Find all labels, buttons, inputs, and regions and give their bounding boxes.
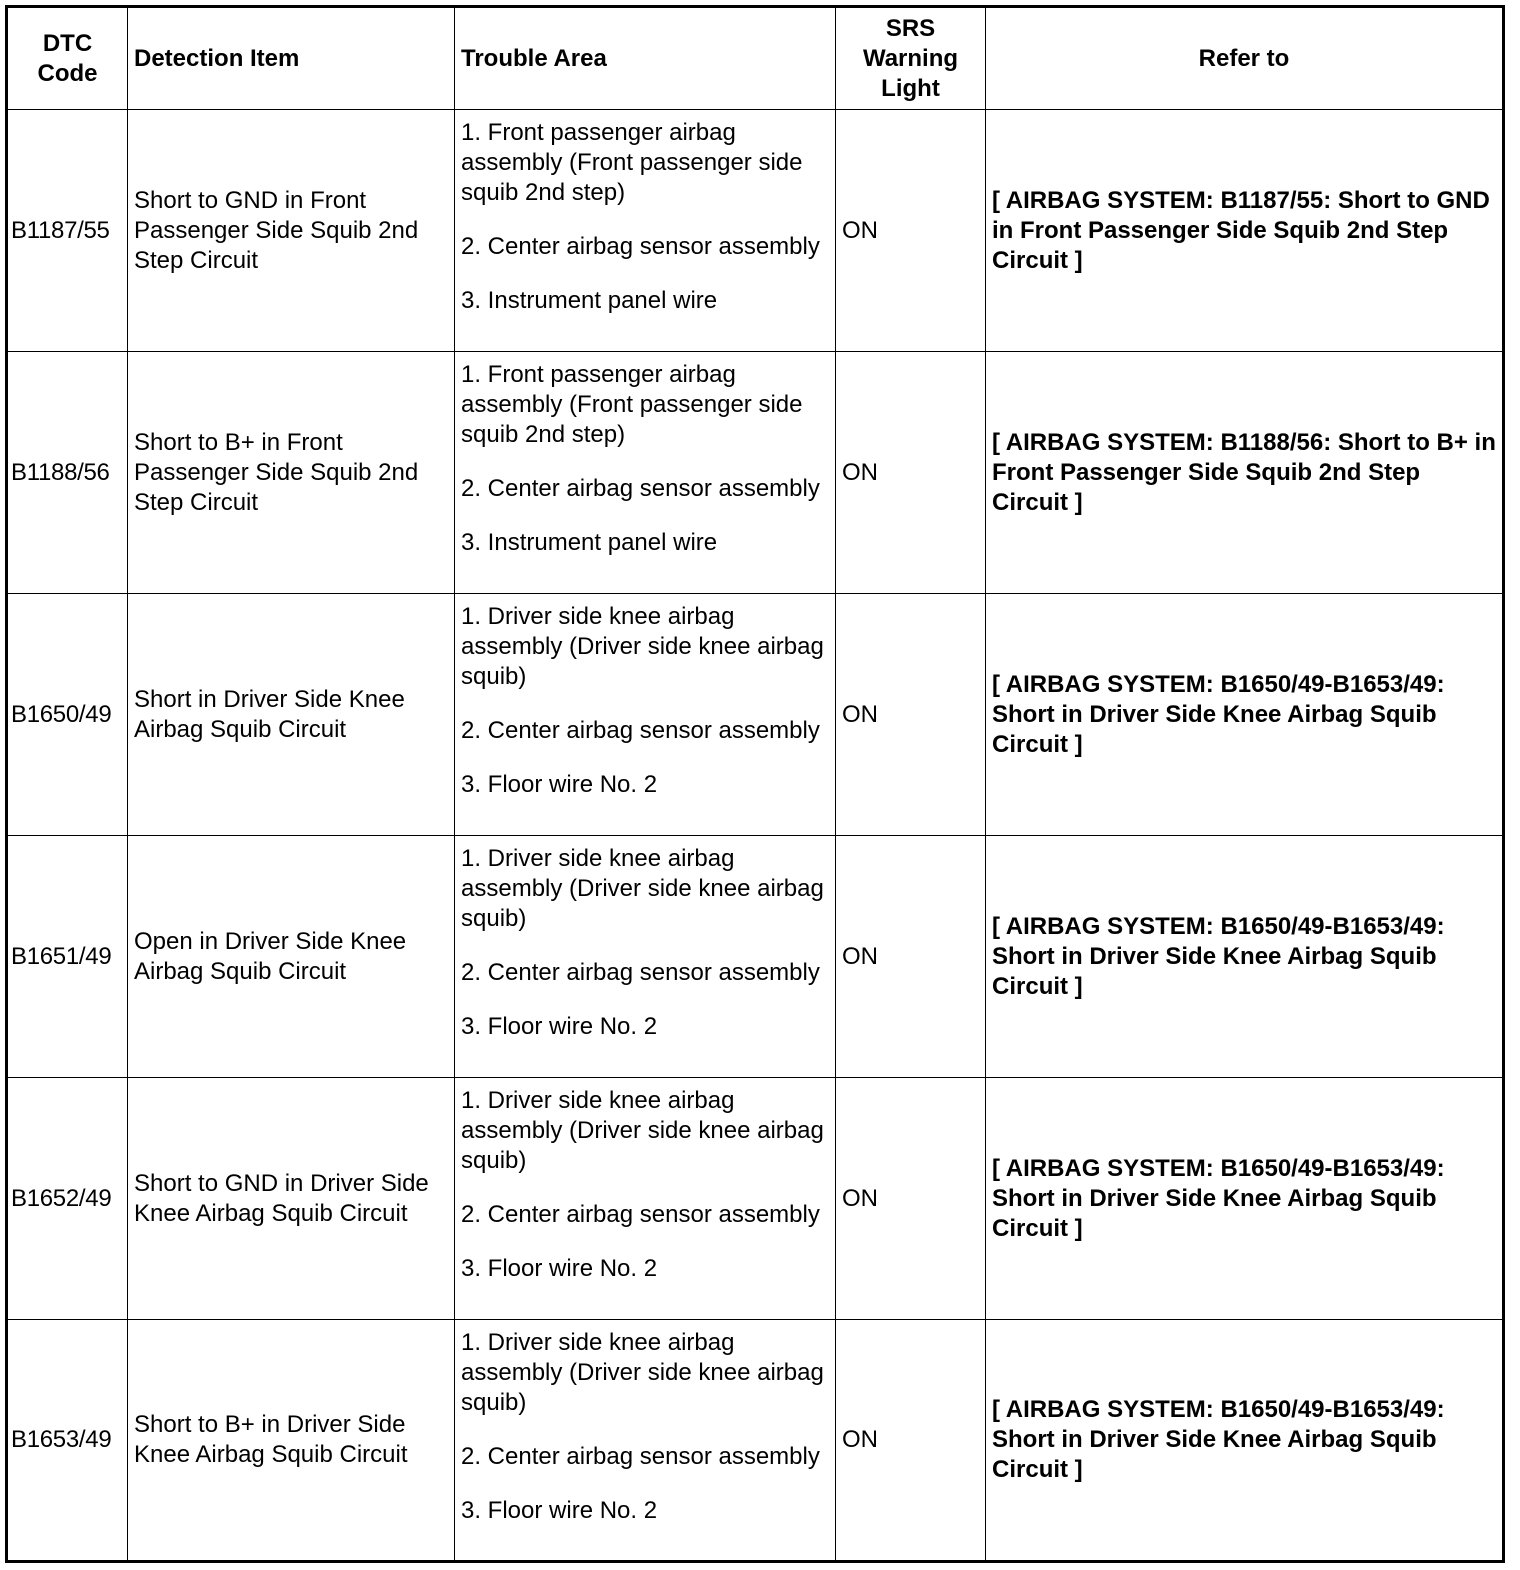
trouble-area-item: 3. Floor wire No. 2 [461, 1013, 658, 1040]
trouble-area-item: 3. Instrument panel wire [461, 287, 718, 314]
detection-item-cell: Short to B+ in Driver Side Knee Airbag Squib Circuit [128, 1320, 455, 1562]
dtc-table [5, 5, 1505, 1563]
refer-to-cell: [ AIRBAG SYSTEM: B1650/49-B1653/49: Short in Driver Side Knee Airbag Squib Circuit ] [986, 836, 1504, 1078]
header-dtc-code: DTC Code [7, 7, 128, 110]
srs-warning-light-cell: ON [836, 1078, 986, 1320]
refer-to-cell: [ AIRBAG SYSTEM: B1188/56: Short to B+ in Front Passenger Side Squib 2nd Step Circuit ] [986, 352, 1504, 594]
trouble-area-item: 2. Center airbag sensor assembly [461, 233, 820, 260]
trouble-area-item: 1. Driver side knee airbag assembly (Driver side knee airbag squib) [461, 1329, 824, 1416]
header-refer-to: Refer to [986, 7, 1504, 110]
refer-to-cell: [ AIRBAG SYSTEM: B1650/49-B1653/49: Short in Driver Side Knee Airbag Squib Circuit ] [986, 594, 1504, 836]
header-detection-item: Detection Item [128, 7, 455, 110]
srs-warning-light-cell: ON [836, 836, 986, 1078]
trouble-area-cell [455, 352, 836, 594]
refer-to-cell: [ AIRBAG SYSTEM: B1187/55: Short to GND in Front Passenger Side Squib 2nd Step Circuit ] [986, 110, 1504, 352]
trouble-area-cell [455, 594, 836, 836]
header-trouble-area: Trouble Area [455, 7, 836, 110]
dtc-code-cell: B1652/49 [7, 1078, 128, 1320]
trouble-area-item: 1. Driver side knee airbag assembly (Driver side knee airbag squib) [461, 845, 824, 932]
trouble-area-item: 1. Front passenger airbag assembly (Front passenger side squib 2nd step) [461, 119, 803, 206]
trouble-area-item: 2. Center airbag sensor assembly [461, 959, 820, 986]
trouble-area-cell [455, 1078, 836, 1320]
srs-warning-light-cell: ON [836, 352, 986, 594]
trouble-area-item: 1. Driver side knee airbag assembly (Driver side knee airbag squib) [461, 603, 824, 690]
header-srs-warning-light: SRS Warning Light [836, 7, 986, 110]
srs-warning-light-cell: ON [836, 594, 986, 836]
detection-item-cell: Open in Driver Side Knee Airbag Squib Circuit [128, 836, 455, 1078]
trouble-area-item: 3. Floor wire No. 2 [461, 1255, 658, 1282]
trouble-area-item: 3. Instrument panel wire [461, 529, 718, 556]
detection-item-cell: Short to B+ in Front Passenger Side Squib 2nd Step Circuit [128, 352, 455, 594]
table-row [7, 1320, 1504, 1562]
table-row [7, 1078, 1504, 1320]
trouble-area-item: 2. Center airbag sensor assembly [461, 717, 820, 744]
table-row [7, 836, 1504, 1078]
trouble-area-item: 2. Center airbag sensor assembly [461, 475, 820, 502]
dtc-code-cell: B1187/55 [7, 110, 128, 352]
detection-item-cell: Short in Driver Side Knee Airbag Squib Circuit [128, 594, 455, 836]
table-row [7, 594, 1504, 836]
srs-warning-light-cell: ON [836, 1320, 986, 1562]
trouble-area-item: 3. Floor wire No. 2 [461, 771, 658, 798]
trouble-area-item: 1. Front passenger airbag assembly (Front passenger side squib 2nd step) [461, 361, 803, 448]
trouble-area-item: 2. Center airbag sensor assembly [461, 1443, 820, 1470]
table-row [7, 352, 1504, 594]
trouble-area-item: 1. Driver side knee airbag assembly (Driver side knee airbag squib) [461, 1087, 824, 1174]
trouble-area-cell [455, 1320, 836, 1562]
srs-warning-light-cell: ON [836, 110, 986, 352]
dtc-code-cell: B1653/49 [7, 1320, 128, 1562]
dtc-code-cell: B1651/49 [7, 836, 128, 1078]
trouble-area-cell [455, 836, 836, 1078]
table-row [7, 110, 1504, 352]
refer-to-cell: [ AIRBAG SYSTEM: B1650/49-B1653/49: Short in Driver Side Knee Airbag Squib Circuit ] [986, 1078, 1504, 1320]
trouble-area-cell [455, 110, 836, 352]
trouble-area-item: 2. Center airbag sensor assembly [461, 1201, 820, 1228]
trouble-area-item: 3. Floor wire No. 2 [461, 1497, 658, 1524]
header-row [7, 7, 1504, 110]
dtc-code-cell: B1650/49 [7, 594, 128, 836]
refer-to-cell: [ AIRBAG SYSTEM: B1650/49-B1653/49: Short in Driver Side Knee Airbag Squib Circuit ] [986, 1320, 1504, 1562]
detection-item-cell: Short to GND in Front Passenger Side Squib 2nd Step Circuit [128, 110, 455, 352]
detection-item-cell: Short to GND in Driver Side Knee Airbag Squib Circuit [128, 1078, 455, 1320]
dtc-code-cell: B1188/56 [7, 352, 128, 594]
